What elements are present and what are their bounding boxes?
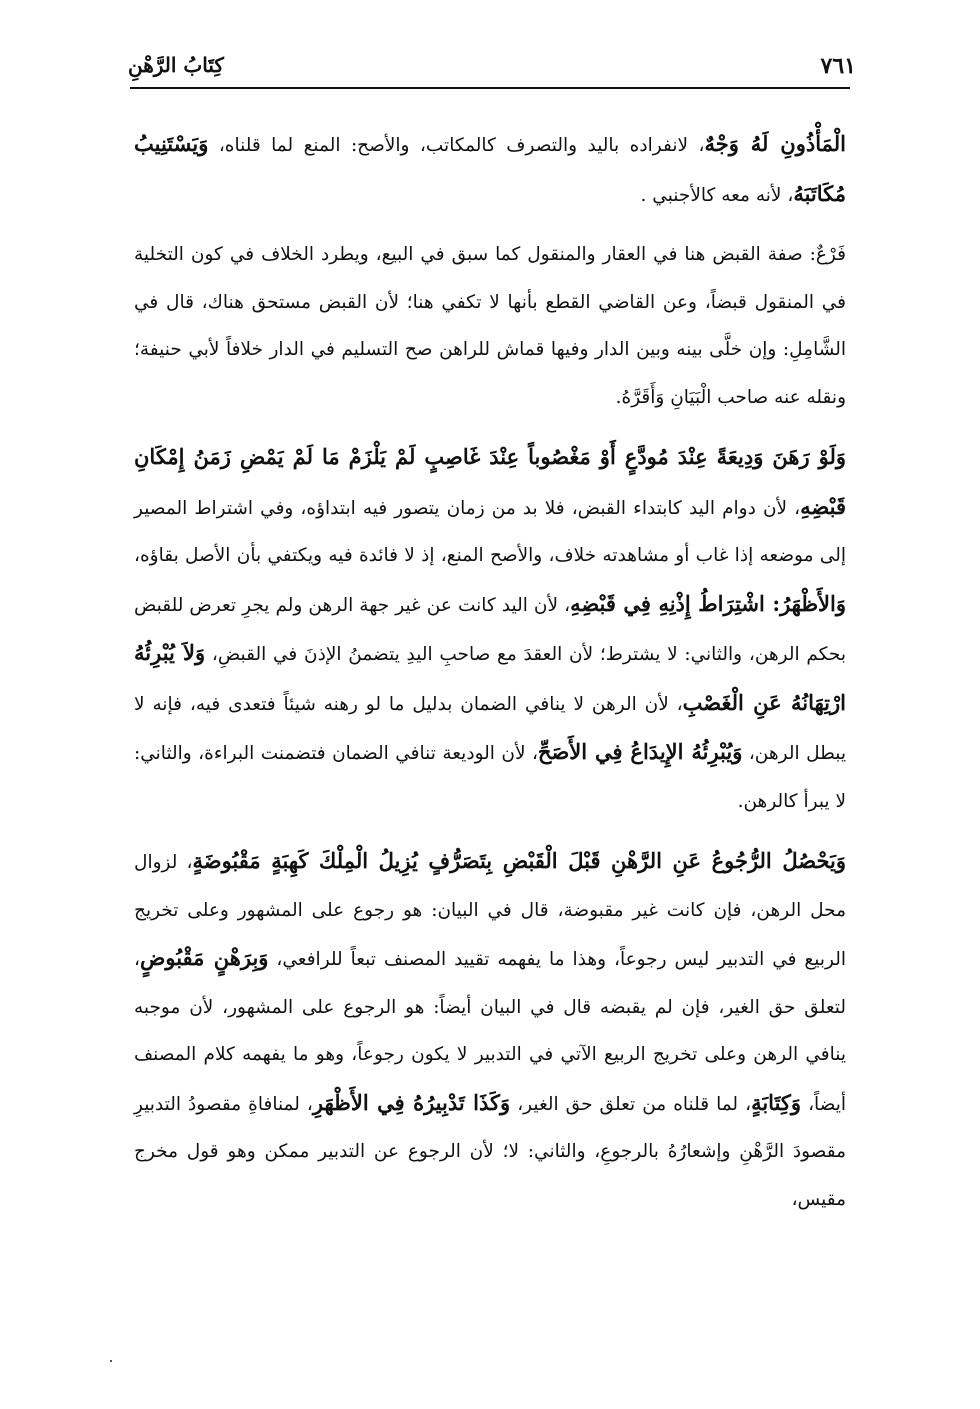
matn-text: وَكِتَابَةٍ: [751, 1089, 802, 1115]
paragraph: [134, 433, 846, 825]
matn-text: الْمَأْذُونِ لَهُ وَجْهٌ: [704, 131, 846, 156]
paragraph: [134, 837, 846, 1223]
matn-text: وَيَحْصُلُ الرُّجُوعُ عَنِ الرَّهْنِ قَبْلَ الْقَبْضِ بِتَصَرُّفٍ يُزِيلُ الْمِلْكَ كَهِبَةٍ مَقْبُوضَةٍ: [192, 848, 846, 873]
matn-text: وَلَوْ رَهَنَ وَدِيعَةً عِنْدَ مُودَّعٍ أَوْ مَغْصُوباً عِنْدَ غَاصِبٍ لَمْ يَلْزَمْ مَا لَمْ يَمْضِ زَمَنُ إِمْكَانِ قَبْضِهِ: [134, 444, 846, 519]
running-title: كِتَابُ الرَّهْنِ: [128, 53, 224, 77]
page-header: [128, 53, 856, 89]
matn-text: وَيُبْرِئُهُ الإِيدَاعُ فِي الأَصَحِّ: [537, 739, 743, 764]
commentary-text: ، لأن الوديعة تنافي الضمان فتضمنت البراءة، والثاني: لا يبرأ كالرهن.: [134, 743, 846, 812]
page-number: ٧٦١: [820, 53, 856, 79]
matn-text: وَلاَ يُبْرِئُهُ ارْتِهَانُهُ عَنِ الْغَصْبِ: [134, 640, 846, 715]
commentary-text: ، لأن الرهن لا ينافي الضمان بدليل ما لو رهنه شيئاً فتعدى فيه، فإنه لا يبطل الرهن،: [134, 693, 846, 764]
matn-text: وَكَذَا تَدْبِيرُهُ فِي الأَظْهَرِ: [312, 1089, 511, 1115]
commentary-text: ، لزوال محل الرهن، فإن كانت غير مقبوضة، قال في البيان: هو رجوع على المشهور وعلى تخريج الربيع في التدبير ليس رجوعاً، وهذا ما يفهمه تقييد المصنف تبعاً للرافعي،: [134, 852, 846, 970]
commentary-text: ، لمنافاةِ مقصودُ التدبيرِ مقصودَ الرَّهْنِ وإشعارُهُ بالرجوعِ، والثاني: لا؛ لأن الرجوع عن التدبير ممكن وهو قول مخرج مقيس،: [134, 1093, 846, 1210]
commentary-text: ، لأن دوام اليد كابتداء القبض، فلا بد من زمان يتصور فيه ابتداؤه، وفي اشتراط المصير إلى موضعه إذا غاب أو مشاهدته خلاف، والأصح المنع، إذ لا فائدة فيه ويكتفي بأن الأصل بقاؤه،: [134, 497, 846, 566]
text-body: [134, 120, 846, 1223]
commentary-text: ، لما قلناه من تعلق حق الغير،: [510, 1093, 752, 1115]
commentary-text: فَرْعٌ: صفة القبض هنا في العقار والمنقول كما سبق في البيع، ويطرد الخلاف في كون التخلية في المنقول قبضاً، وعن القاضي القطع بأنها لا تكفي هنا؛ لأن القبض مستحق هناك، قال في الشَّامِلِ: وإن خلَّى بينه وبين الدار وفيها قماش للراهن صح التسليم في الدار خلافاً لأبي حنيفة؛ ونقله عنه صاحب الْبَيَانِ وَأَقَرَّهُ.: [134, 244, 846, 408]
paragraph: [134, 120, 846, 219]
scan-speck: [110, 1360, 112, 1362]
paragraph: [134, 231, 846, 421]
commentary-text: ، لانفراده باليد والتصرف كالمكاتب، والأصح: المنع لما قلناه،: [208, 135, 705, 156]
matn-text: وَالأَظْهَرُ: اشْتِرَاطُ إِذْنِهِ فِي قَبْضِهِ: [570, 590, 847, 616]
matn-text: وَبِرَهْنٍ مَقْبُوضٍ: [139, 945, 269, 970]
matn-text: وَيَسْتَنِيبُ مُكَاتَبَهُ: [134, 131, 846, 206]
commentary-text: ، لأن اليد كانت عن غير جهة الرهن ولم يجرِ تعرض للقبض بحكم الرهن، والثاني: لا يشترط؛ لأن العقدَ مع صاحبِ اليدِ يتضمنُ الإذنَ في القبضِ،: [134, 594, 846, 665]
commentary-text: ، لتعلق حق الغير، فإن لم يقبضه قال في البيان أيضاً: هو الرجوع على المشهور، لأن موجبه ينافي الرهن وعلى تخريج الربيع الآتي في التدبير لا يكون رجوعاً، وهو ما يفهمه كلام المصنف أيضاً،: [134, 949, 847, 1115]
commentary-text: ، لأنه معه كالأجنبي .: [640, 184, 794, 206]
